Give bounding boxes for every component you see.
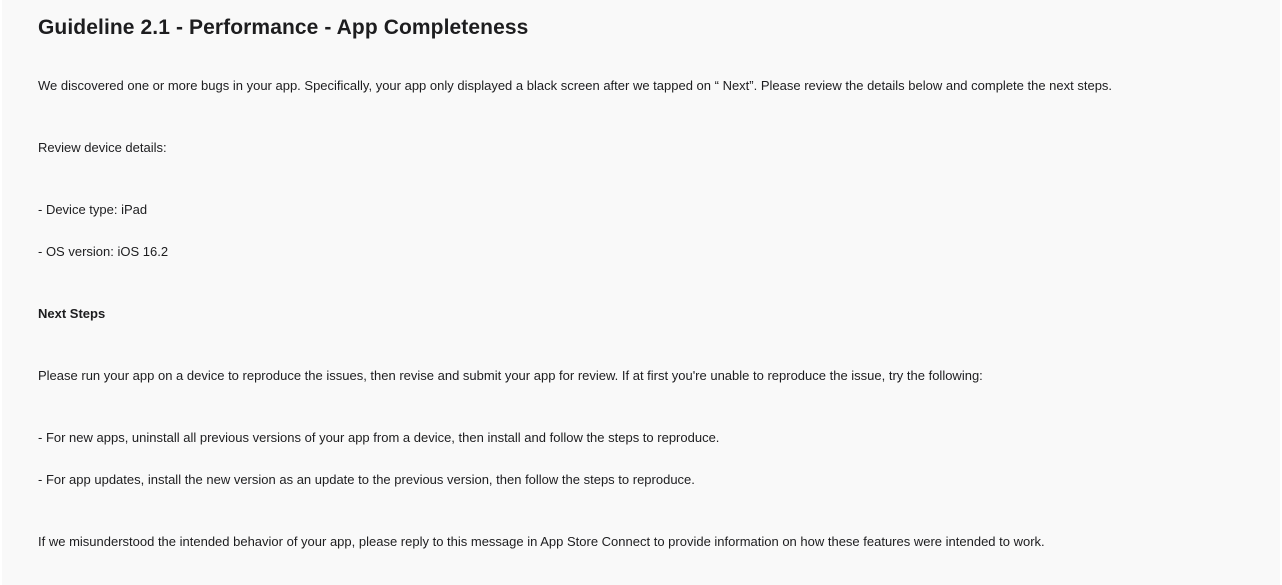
device-details-heading: Review device details: (38, 140, 167, 155)
intro-paragraph: We discovered one or more bugs in your app. Specifically, your app only displayed a black screen after we tapped on “ Next”. Please review the details below and complete the next steps. (38, 78, 1113, 93)
next-steps-intro: Please run your app on a device to reproduce the issues, then revise and submit your app for review. If at first you're unable to reproduce the issue, try the following: (38, 368, 983, 383)
device-type-line: - Device type: iPad (38, 202, 148, 217)
step-new-apps: - For new apps, uninstall all previous versions of your app from a device, then install and follow the steps to reproduce. (38, 430, 720, 445)
guideline-title: Guideline 2.1 - Performance - App Completeness (38, 16, 529, 39)
closing-paragraph: If we misunderstood the intended behavior of your app, please reply to this message in App Store Connect to provide information on how these features were intended to work. (38, 534, 1045, 549)
next-steps-heading: Next Steps (38, 306, 106, 321)
review-message-panel (2, 0, 1280, 585)
os-version-line: - OS version: iOS 16.2 (38, 244, 169, 259)
step-app-updates: - For app updates, install the new version as an update to the previous version, then follow the steps to reproduce. (38, 472, 695, 487)
